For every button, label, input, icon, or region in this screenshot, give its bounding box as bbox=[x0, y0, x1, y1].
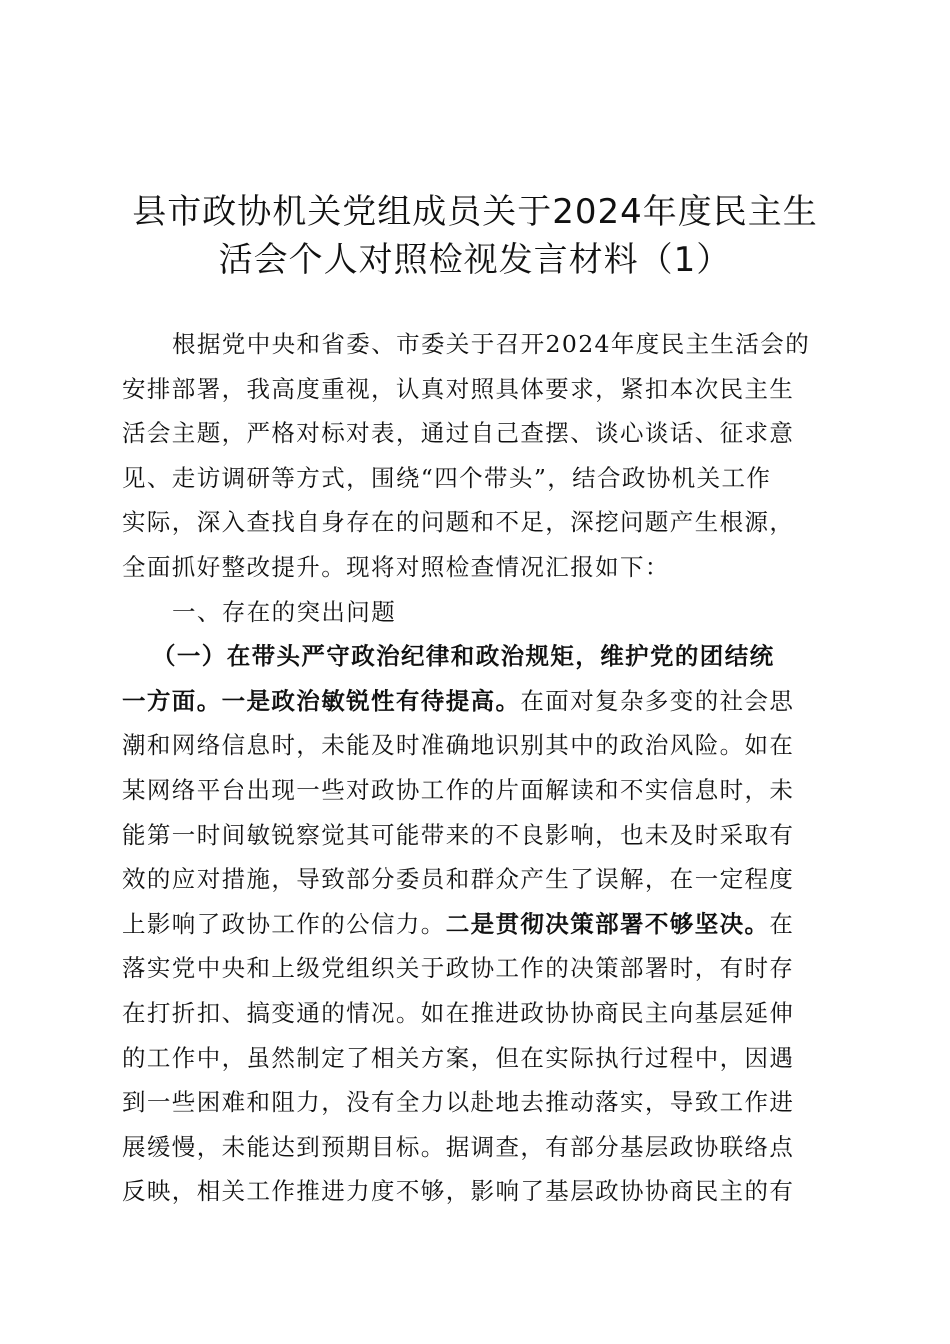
item-1-line: 展缓慢，未能达到预期目标。据调查，有部分基层政协联络点 bbox=[122, 1132, 795, 1161]
title-line-1: 县市政协机关党组成员关于2024年度民主生 bbox=[132, 192, 818, 232]
item-1-line bbox=[122, 902, 822, 947]
item-1-paragraph bbox=[122, 634, 822, 1214]
item-1-text: 在面对复杂多变的社会思 bbox=[520, 686, 795, 715]
item-1-line: 的工作中，虽然制定了相关方案，但在实际执行过程中，因遇 bbox=[122, 1043, 795, 1072]
item-1-line bbox=[122, 679, 822, 724]
item-1-line: 反映，相关工作推进力度不够，影响了基层政协协商民主的有 bbox=[122, 1177, 795, 1206]
item-1-line: 能第一时间敏锐察觉其可能带来的不良影响，也未及时采取有 bbox=[122, 820, 795, 849]
intro-line: 活会主题，严格对标对表，通过自己查摆、谈心谈话、征求意 bbox=[122, 419, 795, 448]
item-1-text: 上影响了政协工作的公信力。 bbox=[122, 909, 446, 938]
intro-line: 见、走访调研等方式，围绕“四个带头”，结合政协机关工作 bbox=[122, 463, 772, 492]
item-1-line: 到一些困难和阻力，没有全力以赴地去推动落实，导致工作进 bbox=[122, 1088, 795, 1117]
item-1-heading: （一）在带头严守政治纪律和政治规矩，维护党的团结统 bbox=[152, 642, 775, 671]
intro-paragraph bbox=[122, 322, 822, 590]
title-line-2: 活会个人对照检视发言材料（1） bbox=[218, 240, 732, 280]
document-body bbox=[122, 322, 822, 1214]
item-1-line: 潮和网络信息时，未能及时准确地识别其中的政治风险。如在 bbox=[122, 731, 795, 760]
intro-line: 安排部署，我高度重视，认真对照具体要求，紧扣本次民主生 bbox=[122, 374, 795, 403]
item-1-line: 某网络平台出现一些对政协工作的片面解读和不实信息时，未 bbox=[122, 775, 795, 804]
point-1-heading: 一方面。一是政治敏锐性有待提高。 bbox=[122, 686, 521, 715]
intro-line: 全面抓好整改提升。现将对照检查情况汇报如下： bbox=[122, 552, 670, 581]
item-1-line bbox=[122, 634, 822, 679]
point-2-heading: 二是贯彻决策部署不够坚决。 bbox=[445, 909, 770, 938]
item-1-line: 效的应对措施，导致部分委员和群众产生了误解，在一定程度 bbox=[122, 865, 795, 894]
intro-line: 实际，深入查找自身存在的问题和不足，深挖问题产生根源， bbox=[122, 508, 795, 537]
item-1-line: 落实党中央和上级党组织关于政协工作的决策部署时，有时存 bbox=[122, 954, 795, 983]
document-title bbox=[100, 188, 850, 284]
item-1-text: 在 bbox=[769, 909, 795, 938]
intro-line: 根据党中央和省委、市委关于召开2024年度民主生活会的 bbox=[172, 330, 811, 358]
section-heading-1: 一、存在的突出问题 bbox=[172, 597, 397, 626]
item-1-line: 在打折扣、搞变通的情况。如在推进政协协商民主向基层延伸 bbox=[122, 998, 795, 1027]
